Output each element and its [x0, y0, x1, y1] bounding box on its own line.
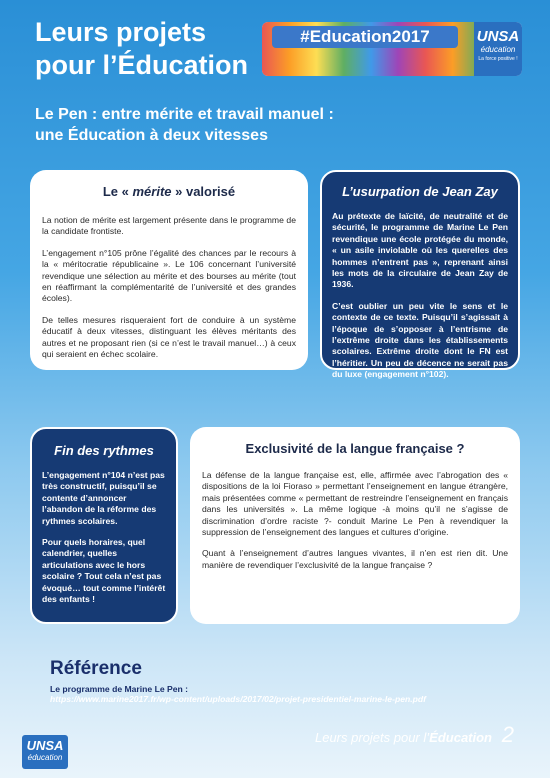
reference-link[interactable]: https://www.marine2017.fr/wp-content/uploads/2017/02/projet-presidentiel-marine-le-pen.pdf [50, 694, 426, 704]
page-title [35, 16, 248, 82]
card-jean-zay [320, 170, 520, 380]
reference-label: Le programme de Marine Le Pen : [50, 684, 189, 694]
logo-text: UNSA [476, 28, 520, 45]
card-merite-title: Le « mérite » valorisé [102, 184, 236, 199]
card-rythmes [30, 427, 178, 624]
logo-slogan: La force positive ! [478, 56, 518, 62]
reference-heading: Référence [50, 658, 142, 679]
card-langue-title: Exclusivité de la langue française ? [245, 441, 465, 456]
title-line-1: Leurs projets [35, 17, 207, 47]
subtitle-line-2: une Éducation à deux vitesses [35, 127, 268, 144]
title-line-2: pour l’Éducation [35, 50, 248, 80]
hashtag-label: #Education2017 [272, 26, 458, 48]
card-zay-title: L’usurpation de Jean Zay [342, 184, 498, 199]
footer-logo-text: UNSA [26, 738, 64, 753]
footer-caption: Leurs projets pour l’Éducation [314, 730, 492, 745]
card-rythmes-title: Fin des rythmes [54, 443, 154, 458]
subtitle [35, 104, 334, 146]
unsa-logo [474, 22, 522, 76]
card-rythmes-p2: Pour quels horaires, quel calendrier, quelles articulations avec le hors scolaire ? Tout cela n’est pas évoqué… tout comme l’intérêt des enfants ! [42, 537, 166, 605]
card-merite-p2: L’engagement n°105 prône l’égalité des chances par le recours à la « méritocratie républicaine ». Le 106 concernant l’université revendique une sélection au mérite et des bourses au mérite (tout en réaffirmant la complémentarité de l’université et des grandes écoles). [42, 247, 296, 304]
footer-unsa-logo [22, 735, 68, 769]
subtitle-line-1: Le Pen : entre mérite et travail manuel : [35, 106, 334, 123]
card-merite-p3: De telles mesures risqueraient fort de conduire à un système éducatif à deux vitesses, distinguant les élèves méritants des autres et ne proposant rien (si ce n’est le travail manuel…) à ceux qui seraient en échec scolaire. [42, 314, 296, 360]
education2017-banner [262, 22, 522, 76]
card-zay-p2: C’est oublier un peu vite le sens et le contexte de ce texte. Puisqu’il s’agissait à l’époque de s’opposer à l’entrisme de l’extrême droite dans les établissements scolaires. Extrême droite dont le FN est l’héritier. Un peu de décence ne serait pas du luxe (engagement n°102). [332, 300, 508, 380]
card-rythmes-p1: L’engagement n°104 n’est pas très constructif, puisqu’il se contente d’annoncer l’abandon de la réforme des rythmes scolaires. [42, 470, 165, 526]
card-langue [190, 427, 520, 624]
footer-logo-sub: éducation [27, 753, 63, 762]
card-merite-p1: La notion de mérite est largement présente dans le programme de la candidate frontiste. [42, 215, 296, 237]
card-merite [30, 170, 308, 370]
logo-sub: éducation [480, 45, 516, 54]
card-langue-p1: La défense de la langue française est, elle, affirmée avec l’abrogation des « dispositions de la loi Fioraso » permettant l’enseignement en langue étrangère, mais présentées comme « permettant de restreindre l’enseignement en français dans les universités ». La même logique -à moins qu’il ne s’agisse de discrimination d’ordre raciste ?- conduit Marine Le Pen à revendiquer la suppression de l’enseignement des langues et cultures d’origine. [202, 470, 508, 538]
card-zay-p1: Au prétexte de laïcité, de neutralité et de sécurité, le programme de Marine Le Pen revendique une école protégée du monde, « un asile inviolable où les querelles des hommes n’entrent pas », reprenant ainsi les mots de la circulaire de Jean Zay de 1936. [332, 211, 508, 290]
reference-section [50, 658, 426, 704]
card-langue-p2: Quant à l’enseignement d’autres langues vivantes, il n’en est rien dit. Une manière de revendiquer l’exclusivité de la langue française ? [202, 548, 508, 570]
page-number: 2 [501, 722, 514, 747]
